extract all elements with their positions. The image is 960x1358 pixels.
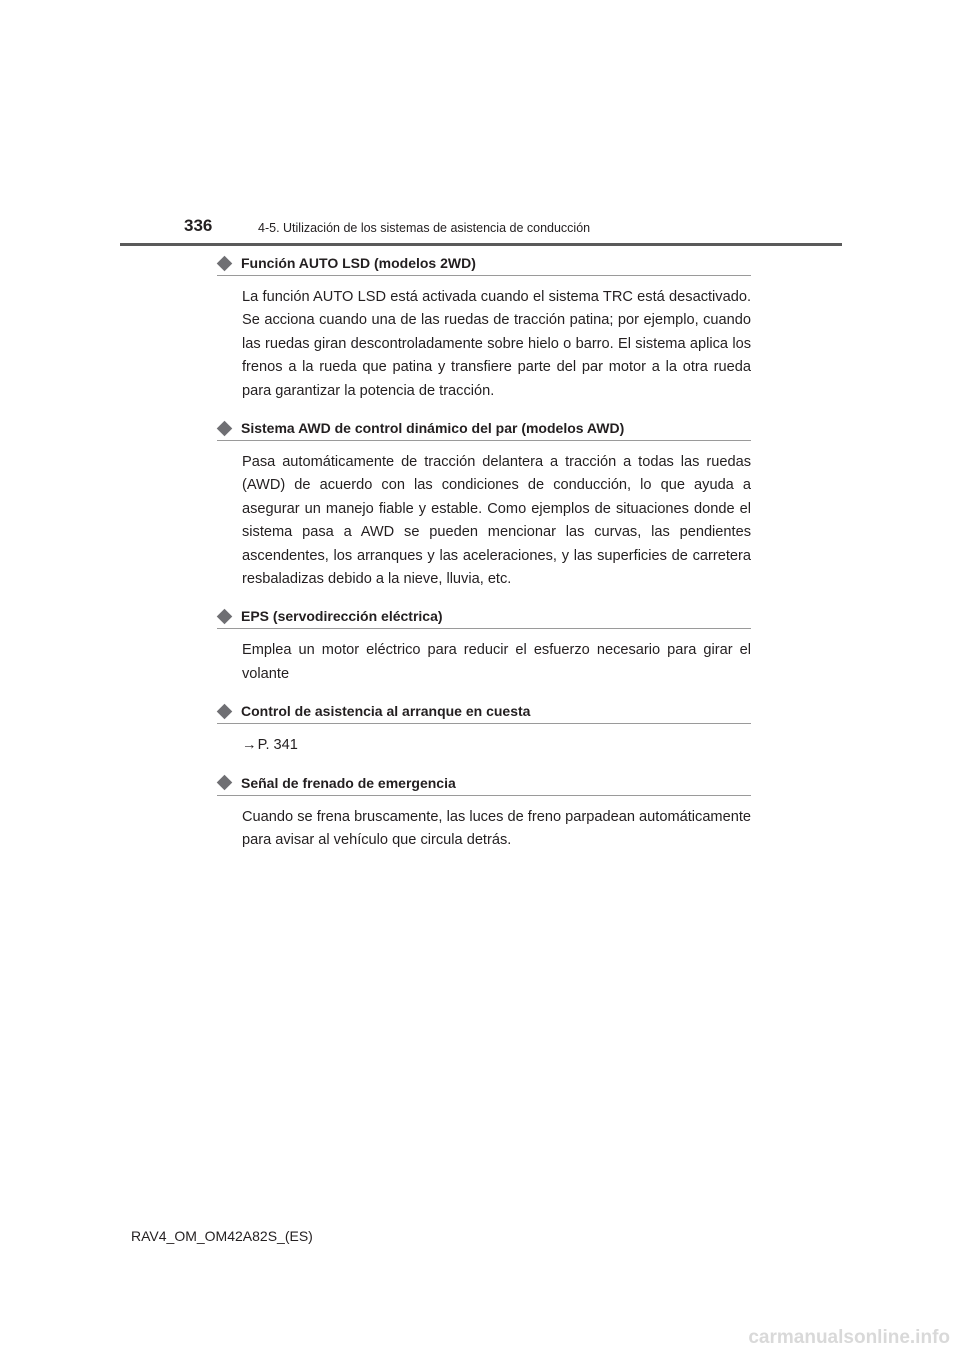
page-reference-link[interactable]: P. 341	[257, 737, 298, 754]
diamond-bullet-icon	[217, 420, 233, 436]
section-body: Emplea un motor eléctrico para reducir el esfuerzo necesario para girar el volante	[242, 642, 751, 682]
diamond-bullet-icon	[217, 255, 233, 271]
section-heading-text: Función AUTO LSD (modelos 2WD)	[241, 255, 476, 271]
section-awd-torque-control	[217, 417, 751, 591]
page-reference	[242, 734, 751, 757]
section-heading	[217, 252, 751, 276]
watermark: carmanualsonline.info	[748, 1327, 950, 1348]
chapter-title: 4-5. Utilización de los sistemas de asistencia de conducción	[258, 221, 591, 235]
diamond-bullet-icon	[217, 775, 233, 791]
section-auto-lsd	[217, 252, 751, 403]
document-code: RAV4_OM_OM42A82S_(ES)	[131, 1228, 313, 1244]
section-heading-text: EPS (servodirección eléctrica)	[241, 608, 443, 625]
right-arrow-icon: →	[242, 737, 257, 754]
section-heading	[217, 700, 751, 724]
section-hill-start-assist	[217, 700, 751, 757]
section-heading	[217, 417, 751, 441]
diamond-bullet-icon	[217, 704, 233, 720]
page-content	[217, 252, 751, 867]
section-eps	[217, 605, 751, 686]
section-heading	[217, 605, 751, 629]
section-heading	[217, 772, 751, 796]
section-heading-text: Señal de frenado de emergencia	[241, 774, 456, 791]
section-body: Cuando se frena bruscamente, las luces de freno parpadean automáticamente para avisar al vehículo que circula detrás.	[242, 808, 751, 849]
diamond-bullet-icon	[217, 609, 233, 625]
section-body: La función AUTO LSD está activada cuando el sistema TRC está desactivado. Se acciona cuando una de las ruedas de tracción patina; por ejemplo, cuando las ruedas giran descontroladamente sobre hielo o barro. El sistema aplica los frenos a la rueda que patina y transfiere parte del par motor a la otra rueda para garantizar la potencia de tracción.	[242, 289, 751, 399]
section-body: Pasa automáticamente de tracción delantera a tracción a todas las ruedas (AWD) de acuerdo con las condiciones de conducción, lo que ayuda a asegurar un manejo fiable y estable. Como ejemplos de situaciones donde el sistema pasa a AWD se pueden mencionar las curvas, las pendientes ascendentes, los arranques y las aceleraciones, y las superficies de carretera resbaladizas debido a la nieve, lluvia, etc.	[242, 454, 751, 588]
section-emergency-brake-signal	[217, 772, 751, 853]
page-number: 336	[184, 216, 213, 235]
section-heading-text: Control de asistencia al arranque en cuesta	[241, 703, 531, 720]
header-divider	[120, 243, 842, 246]
section-heading-text: Sistema AWD de control dinámico del par (modelos AWD)	[241, 420, 625, 437]
